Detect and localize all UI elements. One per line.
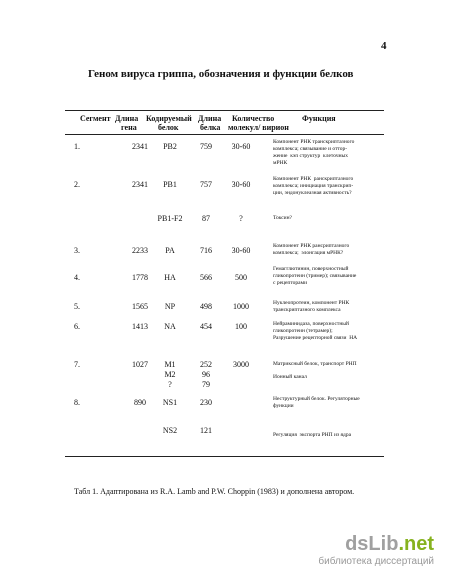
- header-molecule-count-l1: Количество: [232, 114, 275, 123]
- protein-length-cell: 121: [200, 426, 212, 435]
- segment-cell: 2.: [74, 180, 80, 189]
- gene-length-cell: 1027: [132, 360, 148, 369]
- protein-cell: NS2: [162, 426, 178, 435]
- segment-cell: 7.: [74, 360, 80, 369]
- function-line: Регуляция экспорта РНП из ядра: [273, 432, 352, 438]
- protein-cell: PB1-F2: [157, 214, 183, 223]
- molecule-count-cell: 30-60: [231, 142, 251, 151]
- segment-cell: 8.: [74, 398, 80, 407]
- protein-length-cell: 716: [200, 246, 212, 255]
- function-line: комплекса; элонгация мРНК?: [273, 250, 344, 256]
- function-line: функции: [273, 403, 294, 409]
- molecule-count-cell: 100: [235, 322, 247, 331]
- protein-length-cell: 230: [200, 398, 212, 407]
- protein-length-cell: 759: [200, 142, 212, 151]
- function-line: Неструктурный белок. Регуляторные: [273, 396, 360, 402]
- function-line: транскриптазного комплекса: [273, 307, 341, 313]
- function-line: ции, эндонуклеазная активность?: [273, 190, 352, 196]
- function-line: Ионный канал: [273, 374, 307, 380]
- protein-cell: NA: [164, 322, 176, 331]
- page-number: 4: [381, 40, 387, 52]
- header-protein-l1: Кодируемый: [146, 114, 192, 123]
- header-gene-length-l1: Длина: [115, 114, 139, 123]
- table-bottom-rule: [65, 456, 384, 457]
- protein-length-cell: 566: [200, 273, 212, 282]
- header-protein-length: [198, 114, 221, 132]
- molecule-count-cell: ?: [239, 214, 243, 223]
- function-line: Компонент РНК ранскриптазного: [273, 176, 354, 182]
- function-line: с рецепторами: [273, 280, 308, 286]
- header-protein-length-l2: белка: [200, 123, 221, 132]
- gene-length-cell: 1778: [132, 273, 148, 282]
- function-line: Токсин?: [273, 215, 293, 221]
- function-line: комплекса; связывание и оттор-: [273, 146, 348, 152]
- function-line: жение кэп структур клеточных: [273, 153, 348, 159]
- watermark-logo: [312, 534, 434, 554]
- table-header-rule: [65, 134, 384, 135]
- protein-length-cell: 96: [202, 370, 210, 379]
- protein-length-cell: 454: [200, 322, 212, 331]
- molecule-count-cell: 3000: [233, 360, 249, 369]
- table-top-rule: [65, 110, 384, 111]
- table-title: Геном вируса гриппа, обозначения и функции белков: [88, 68, 354, 80]
- segment-cell: 1.: [74, 142, 80, 151]
- watermark-logo-accent: .net: [398, 533, 434, 555]
- header-protein-length-l1: Длина: [198, 114, 222, 123]
- header-molecule-count-l2: молекул/ вирион: [228, 123, 289, 132]
- protein-length-cell: 87: [202, 214, 210, 223]
- protein-length-cell: 498: [200, 302, 212, 311]
- header-function: Функция: [302, 114, 336, 123]
- protein-cell: PB1: [163, 180, 177, 189]
- function-line: Гемагглютинин, поверхностный: [273, 266, 349, 272]
- header-molecule-count: [228, 114, 289, 132]
- protein-cell: PA: [165, 246, 175, 255]
- gene-length-cell: 2341: [132, 142, 148, 151]
- watermark-logo-text: dsLib: [345, 533, 399, 555]
- gene-length-cell: 1565: [132, 302, 148, 311]
- header-segment: Сегмент: [80, 114, 111, 123]
- function-line: Нуклеопротеин, компонент РНК: [273, 300, 350, 306]
- molecule-count-cell: 500: [235, 273, 247, 282]
- molecule-count-cell: 30-60: [231, 246, 251, 255]
- gene-length-cell: 890: [134, 398, 146, 407]
- gene-length-cell: 1413: [132, 322, 148, 331]
- function-line: Нейраминидаза, поверхностный: [273, 321, 349, 327]
- function-line: Разрушение рецепторной связи НА: [273, 335, 358, 341]
- function-line: комплекса; инициация транскрип-: [273, 183, 354, 189]
- function-line: мРНК: [273, 160, 288, 166]
- function-line: гликопротеин (тетрамер);: [273, 328, 333, 334]
- protein-cell: M2: [164, 370, 176, 379]
- molecule-count-cell: 1000: [233, 302, 249, 311]
- protein-cell: ?: [168, 380, 172, 389]
- molecule-count-cell: 30-60: [231, 180, 251, 189]
- protein-cell: HA: [164, 273, 176, 282]
- protein-length-cell: 252: [200, 360, 212, 369]
- protein-length-cell: 79: [202, 380, 210, 389]
- header-protein: [146, 114, 192, 132]
- header-protein-l2: белок: [158, 123, 179, 132]
- protein-cell: PB2: [163, 142, 177, 151]
- gene-length-cell: 2341: [132, 180, 148, 189]
- watermark: [312, 534, 434, 567]
- protein-cell: NP: [164, 302, 176, 311]
- header-gene-length-l2: гена: [121, 123, 137, 132]
- protein-cell: NS1: [162, 398, 178, 407]
- header-gene-length: [115, 114, 138, 132]
- table-caption: Табл 1. Адаптирована из R.A. Lamb and P.W. Choppin (1983) и дополнена автором.: [74, 487, 355, 496]
- function-line: Матриксный белок, транспорт РНП: [273, 361, 357, 367]
- segment-cell: 3.: [74, 246, 80, 255]
- protein-cell: M1: [164, 360, 176, 369]
- segment-cell: 6.: [74, 322, 80, 331]
- function-line: Компонент РНК рансриптазного: [273, 243, 350, 249]
- segment-cell: 4.: [74, 273, 80, 282]
- function-line: гликопротеин (тример); связывание: [273, 273, 357, 279]
- function-line: Компонент РНК транскриптазного: [273, 139, 355, 145]
- gene-length-cell: 2233: [132, 246, 148, 255]
- segment-cell: 5.: [74, 302, 80, 311]
- protein-length-cell: 757: [200, 180, 212, 189]
- watermark-subtitle: библиотека диссертаций: [318, 556, 434, 567]
